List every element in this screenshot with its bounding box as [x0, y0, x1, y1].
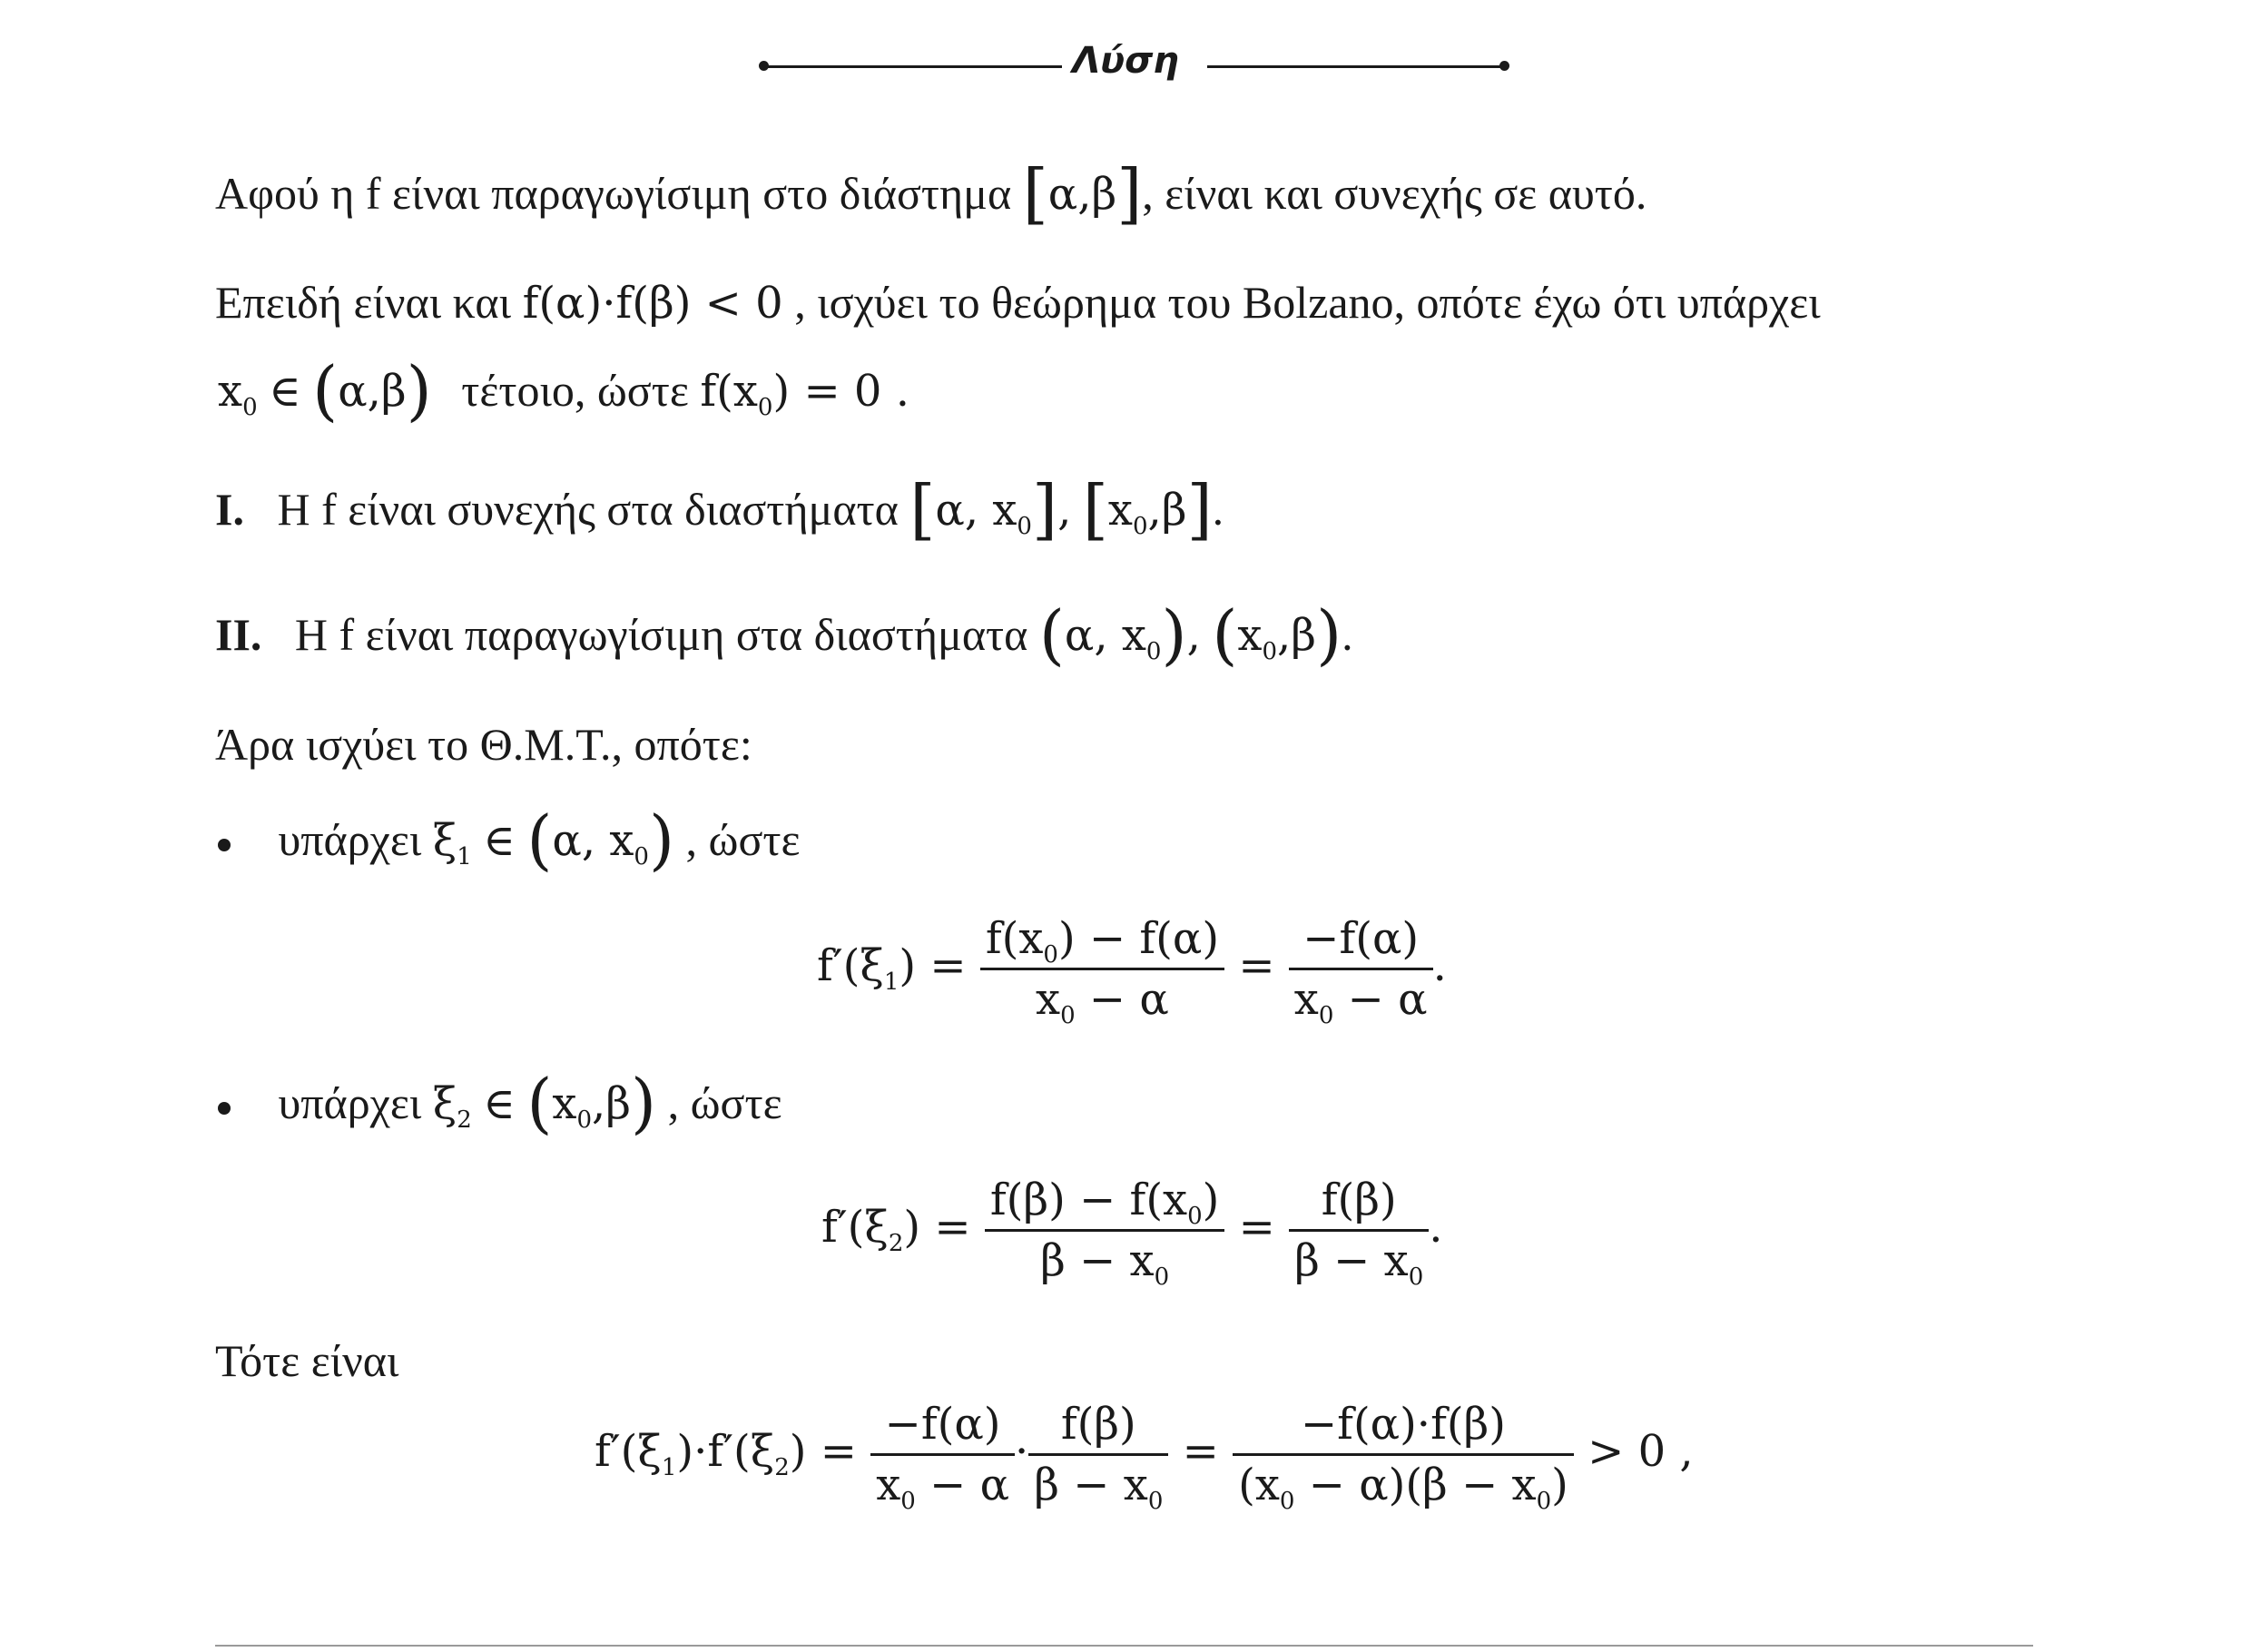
item-2-label: II.	[215, 609, 262, 660]
root-equation: $f(x_0) = 0$ .	[700, 366, 909, 421]
element-of-symbol: ∈	[269, 366, 301, 417]
interval-alpha-beta: [α,β]	[1022, 155, 1143, 231]
equation-1: $f'(\xi_1)$ = $\frac{f(x_0) - f(\alpha)}{x_0 - \alpha}$ = $\frac{-f(\alpha)}{x_0 - \alpha}$ .	[817, 913, 1447, 1029]
equation-2: $f'(\xi_2)$ = $\frac{f(\beta) - f(x_0)}{\beta - x_0}$ = $\frac{f(\beta)}{\beta - x_0}$ .	[821, 1175, 1443, 1291]
item-1: I. Η f είναι συνεχής στα διαστήματα [α, $x_0$], $[x_0,\beta]$.	[215, 471, 1224, 547]
paragraph-2-text-2: , ισχύει το θεώρημα του Bolzano, οπότε έχω ότι υπάρχει	[794, 277, 1821, 328]
open-interval-x0-beta: $(x_0,\beta)$	[526, 1065, 657, 1141]
paragraph-3-text: τέτοιο, ώστε	[461, 365, 689, 416]
xi1-variable: $\xi_1$	[432, 815, 472, 870]
header-rule-right-dot	[1499, 61, 1509, 71]
interval-alpha-beta-open: (α,β)	[312, 352, 432, 428]
fraction: $\frac{-f(\alpha)}{x_0 - \alpha}$	[1289, 917, 1433, 1021]
open-interval-alpha-x0: (α, $x_0$)	[526, 801, 675, 878]
bullet-1-text: υπάρχει	[278, 814, 422, 865]
page-title: Λύση	[1072, 40, 1179, 82]
paragraph-2-text-1: Επειδή είναι και	[215, 277, 512, 328]
equation-3: $f'(\xi_1)\cdot f'(\xi_2)$ = $\frac{-f(\alpha)}{x_0 - \alpha}$ · $\frac{f(\beta)}{\beta - x_0}$ = $\frac{-f(\alpha)\cdot f(\beta)}{(x_0 - \alpha)(\beta - x_0)}$ > 0 ,	[595, 1399, 1694, 1515]
paragraph-3	[218, 352, 909, 428]
paragraph-2	[215, 277, 1821, 329]
header-rule-right	[1207, 65, 1502, 68]
item-2-text: Η f είναι παραγωγίσιμη στα διαστήματα	[294, 609, 1028, 660]
bullet-2-text: υπάρχει	[278, 1077, 422, 1128]
bullet-dot	[218, 1102, 231, 1115]
fraction: $\frac{f(\beta)}{\beta - x_0}$	[1289, 1178, 1429, 1283]
paragraph-1-tail: , είναι και συνεχής σε αυτό.	[1142, 168, 1647, 219]
paragraph-4: Άρα ισχύει το Θ.Μ.Τ., οπότε:	[215, 719, 752, 770]
paragraph-5: Τότε είναι	[215, 1335, 399, 1386]
fraction: $\frac{-f(\alpha)\cdot f(\beta)}{(x_0 - \alpha)(\beta - x_0)}$	[1233, 1402, 1574, 1507]
interval-alpha-x0: [α, $x_0$]	[909, 471, 1058, 547]
fraction: $\frac{-f(\alpha)}{x_0 - \alpha}$	[870, 1402, 1015, 1507]
bullet-1-tail: , ώστε	[685, 814, 801, 865]
item-1-label: I.	[215, 484, 244, 535]
interval-x0-beta: $[x_0,\beta]$	[1082, 471, 1213, 547]
fraction: $\frac{f(\beta) - f(x_0)}{\beta - x_0}$	[985, 1178, 1225, 1283]
open-interval-x0-beta: $(x_0,\beta)$	[1212, 596, 1342, 673]
bullet-dot	[218, 839, 231, 851]
paragraph-1-text: Αφού η f είναι παραγωγίσιμη στο διάστημα	[215, 168, 1012, 219]
fraction: $\frac{f(\beta)}{\beta - x_0}$	[1028, 1402, 1168, 1507]
fraction: $\frac{f(x_0) - f(\alpha)}{x_0 - \alpha}$	[980, 917, 1224, 1021]
bullet-2: υπάρχει $\xi_2$ ∈ $(x_0,\beta)$ , ώστε	[218, 1080, 782, 1126]
paragraph-1	[215, 155, 1647, 231]
item-2: II. Η f είναι παραγωγίσιμη στα διαστήματα (α, $x_0$), $(x_0,\beta)$.	[215, 596, 1353, 673]
xi2-variable: $\xi_2$	[432, 1078, 472, 1134]
item-1-text: Η f είναι συνεχής στα διαστήματα	[277, 484, 899, 535]
bolzano-condition: f(α)·f(β) < 0	[522, 278, 783, 329]
bottom-divider	[215, 1645, 2033, 1647]
open-interval-alpha-x0: (α, $x_0$)	[1038, 596, 1187, 673]
x0-variable: $x_0$	[218, 366, 258, 421]
bullet-1: υπάρχει $\xi_1$ ∈ (α, $x_0$) , ώστε	[218, 817, 801, 862]
bullet-2-tail: , ώστε	[667, 1077, 782, 1128]
